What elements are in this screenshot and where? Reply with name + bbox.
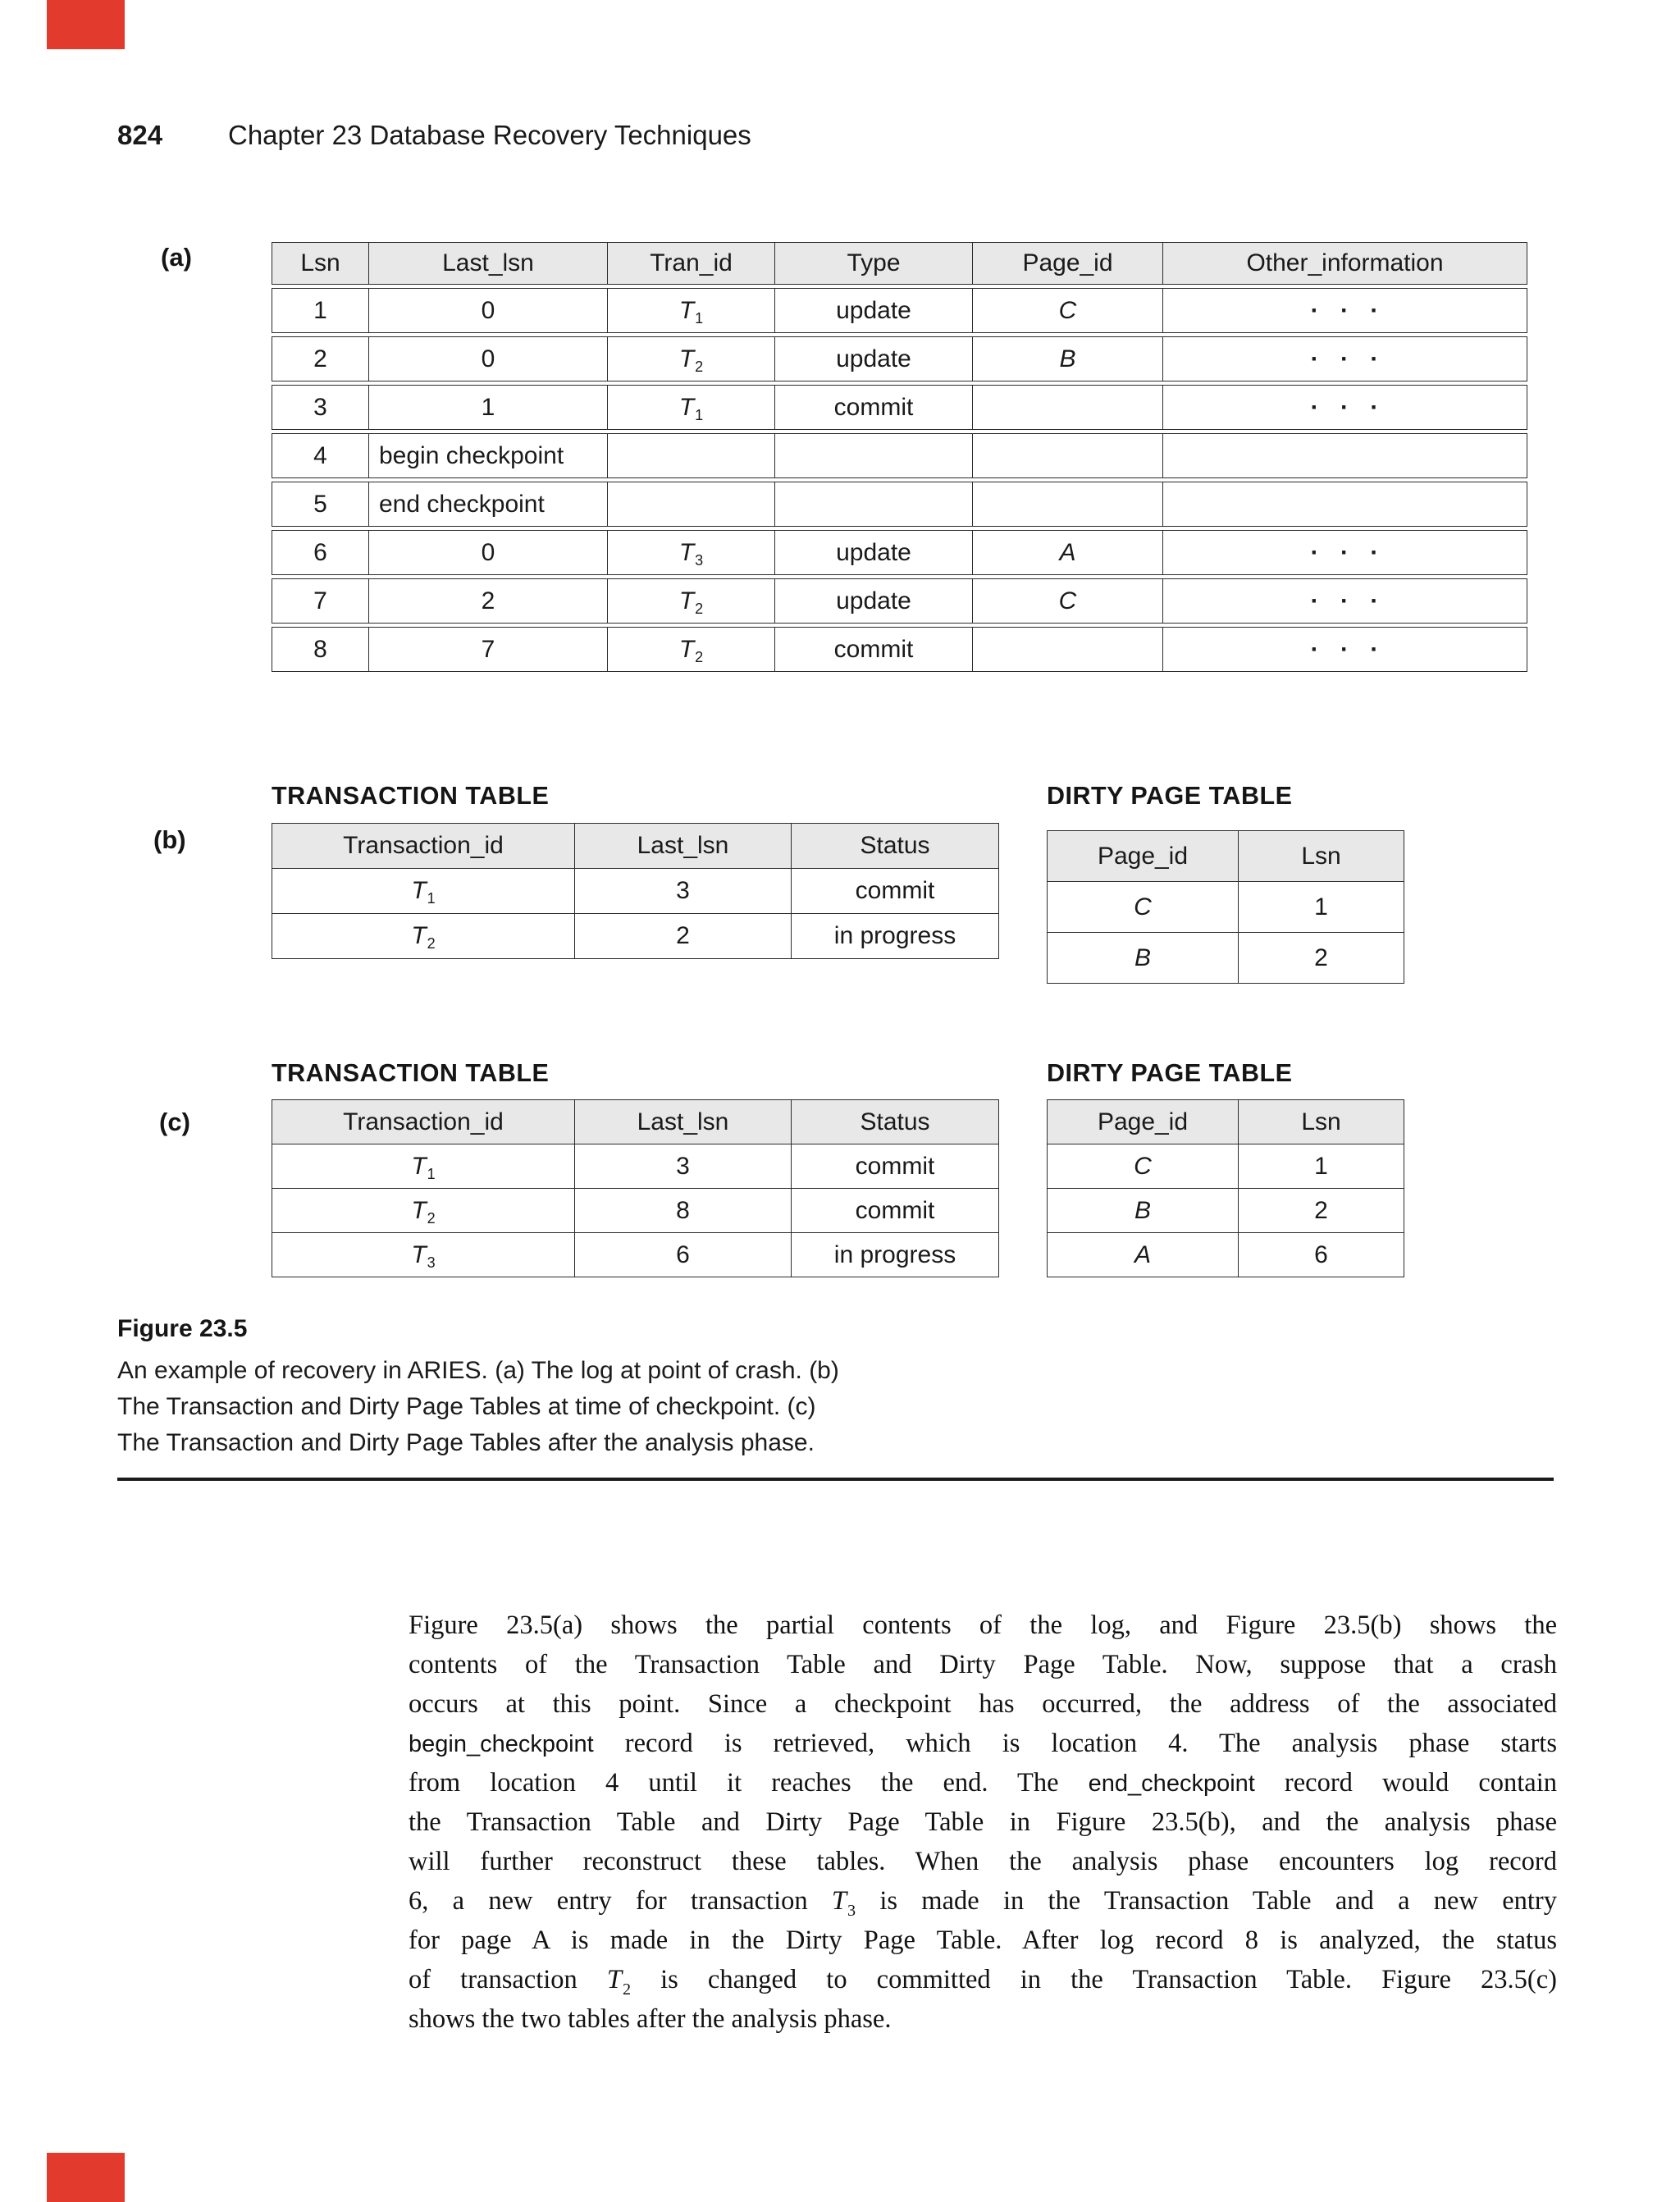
transaction-symbol: $T_1$ xyxy=(411,877,436,907)
table-cell: commit xyxy=(792,869,999,914)
figure-part-label-a: (a) xyxy=(161,243,192,272)
table-cell xyxy=(1163,336,1527,381)
table-cell: 2 xyxy=(272,336,369,381)
transaction-symbol: $T_2$ xyxy=(411,922,436,953)
page-number: 824 xyxy=(117,120,163,150)
table-cell: in progress xyxy=(792,1233,999,1277)
data-table xyxy=(1047,1099,1404,1277)
table-cell xyxy=(1163,433,1527,478)
table-cell: 5 xyxy=(272,482,369,527)
body-line: Figure 23.5(a) shows the partial contents of the log, and Figure 23.5(b) shows the xyxy=(409,1610,1557,1640)
transaction-symbol: $T_1$ xyxy=(678,296,704,327)
transaction-table-c xyxy=(272,1099,999,1277)
table-cell: commit xyxy=(792,1144,999,1189)
caption-line: The Transaction and Dirty Page Tables after the analysis phase. xyxy=(117,1429,815,1456)
table-cell xyxy=(1048,1144,1239,1189)
body-line: occurs at this point. Since a checkpoint has occurred, the address of the associated xyxy=(409,1689,1557,1719)
column-header: Status xyxy=(792,1100,999,1144)
table-header-row xyxy=(1048,1100,1404,1144)
table-cell xyxy=(973,578,1163,624)
code-token: begin_checkpoint xyxy=(409,1731,594,1757)
dirty-page-table-title-c: DIRTY PAGE TABLE xyxy=(1047,1059,1293,1087)
transaction-table-title-c: TRANSACTION TABLE xyxy=(272,1059,550,1087)
table-cell xyxy=(608,627,775,672)
table-cell: 6 xyxy=(575,1233,792,1277)
table-cell: 6 xyxy=(272,530,369,575)
section-divider-rule xyxy=(117,1478,1554,1481)
table-row xyxy=(272,433,1527,478)
table-cell: update xyxy=(775,530,973,575)
figure-caption-title: Figure 23.5 xyxy=(117,1315,248,1342)
table-cell xyxy=(1163,385,1527,430)
page-symbol: C xyxy=(1058,587,1077,614)
table-header-row xyxy=(272,824,999,869)
table-cell: update xyxy=(775,288,973,333)
column-header: Type xyxy=(775,242,973,285)
table-cell: update xyxy=(775,336,973,381)
transaction-symbol: $T_2$ xyxy=(606,1965,632,1999)
table-cell xyxy=(272,1144,575,1189)
table-cell: commit xyxy=(792,1189,999,1233)
table-cell: 3 xyxy=(575,1144,792,1189)
table-cell: 3 xyxy=(272,385,369,430)
table-cell: 1 xyxy=(369,385,608,430)
table-row xyxy=(272,1144,999,1189)
body-line: from location 4 until it reaches the end. The end_checkpoint record would contain xyxy=(409,1768,1557,1798)
table-cell xyxy=(1048,1189,1239,1233)
body-line: the Transaction Table and Dirty Page Table in Figure 23.5(b), and the analysis phase xyxy=(409,1807,1557,1837)
table-cell: 0 xyxy=(369,530,608,575)
table-cell: commit xyxy=(775,627,973,672)
page-symbol: B xyxy=(1059,345,1076,372)
column-header: Last_lsn xyxy=(369,242,608,285)
table-row xyxy=(272,288,1527,333)
table-cell xyxy=(1048,933,1239,984)
running-header xyxy=(117,120,751,151)
table-cell xyxy=(272,1233,575,1277)
table-row xyxy=(1048,1233,1404,1277)
body-line: for page A is made in the Dirty Page Table. After log record 8 is analyzed, the status xyxy=(409,1926,1557,1955)
transaction-symbol: $T_3$ xyxy=(411,1240,436,1271)
table-cell: 2 xyxy=(369,578,608,624)
page-edge-tab-top xyxy=(47,0,125,49)
table-cell xyxy=(608,385,775,430)
body-line: 6, a new entry for transaction $T_3$ is made in the Transaction Table and a new entry xyxy=(409,1886,1558,1920)
data-table xyxy=(272,1099,999,1277)
table-row xyxy=(1048,1189,1404,1233)
body-line: begin_checkpoint record is retrieved, which is location 4. The analysis phase starts xyxy=(409,1729,1557,1758)
transaction-symbol: $T_2$ xyxy=(678,635,704,665)
ellipsis-dots: · · · xyxy=(1310,538,1386,566)
column-header: Other_information xyxy=(1163,242,1527,285)
body-paragraph xyxy=(409,1606,1557,2039)
chapter-title: Chapter 23 Database Recovery Techniques xyxy=(228,120,751,150)
table-cell xyxy=(272,914,575,959)
table-row xyxy=(272,336,1527,381)
table-cell xyxy=(608,578,775,624)
ellipsis-dots: · · · xyxy=(1310,393,1386,421)
table-cell xyxy=(775,433,973,478)
caption-line: The Transaction and Dirty Page Tables at time of checkpoint. (c) xyxy=(117,1393,816,1420)
column-header: Page_id xyxy=(1048,1100,1239,1144)
table-cell xyxy=(1163,578,1527,624)
page-symbol: C xyxy=(1058,296,1077,324)
table-cell: 0 xyxy=(369,288,608,333)
page-symbol: A xyxy=(1059,538,1076,566)
table-header-row xyxy=(272,1100,999,1144)
table-cell xyxy=(973,288,1163,333)
transaction-symbol: $T_1$ xyxy=(411,1152,436,1182)
figure-caption xyxy=(117,1353,1184,1461)
table-cell xyxy=(608,288,775,333)
table-cell xyxy=(973,627,1163,672)
table-cell xyxy=(973,530,1163,575)
log-table xyxy=(272,239,1527,675)
table-row xyxy=(272,385,1527,430)
body-line: will further reconstruct these tables. When the analysis phase encounters log record xyxy=(409,1847,1557,1876)
table-cell xyxy=(973,482,1163,527)
table-cell: 3 xyxy=(575,869,792,914)
column-header: Page_id xyxy=(1048,831,1239,882)
table-cell xyxy=(608,433,775,478)
dirty-page-table-c xyxy=(1047,1099,1404,1277)
table-row xyxy=(272,482,1527,527)
body-line: of transaction $T_2$ is changed to committed in the Transaction Table. Figure 23.5(c) xyxy=(409,1965,1557,1999)
table-cell xyxy=(1163,530,1527,575)
transaction-symbol: $T_2$ xyxy=(411,1196,436,1227)
table-cell xyxy=(973,385,1163,430)
table-cell: 1 xyxy=(1239,1144,1404,1189)
ellipsis-dots: · · · xyxy=(1310,635,1386,663)
table-cell xyxy=(775,482,973,527)
table-cell: 1 xyxy=(1239,882,1404,933)
code-token: end_checkpoint xyxy=(1088,1770,1255,1797)
table-cell: commit xyxy=(775,385,973,430)
table-cell xyxy=(1048,882,1239,933)
dirty-page-table-title-b: DIRTY PAGE TABLE xyxy=(1047,782,1293,810)
page-symbol: B xyxy=(1134,943,1151,971)
column-header: Last_lsn xyxy=(575,1100,792,1144)
data-table xyxy=(272,823,999,959)
table-cell xyxy=(973,336,1163,381)
table-row xyxy=(272,530,1527,575)
table-cell xyxy=(608,482,775,527)
table-cell: 2 xyxy=(575,914,792,959)
table-cell xyxy=(1163,482,1527,527)
column-header: Last_lsn xyxy=(575,824,792,869)
ellipsis-dots: · · · xyxy=(1310,345,1386,372)
page-symbol: C xyxy=(1134,1152,1152,1180)
table-row xyxy=(272,1189,999,1233)
page-symbol: A xyxy=(1134,1240,1151,1268)
table-cell xyxy=(1163,627,1527,672)
ellipsis-dots: · · · xyxy=(1310,296,1386,324)
column-header: Page_id xyxy=(973,242,1163,285)
table-cell: 7 xyxy=(272,578,369,624)
table-cell: 1 xyxy=(272,288,369,333)
table-cell: 8 xyxy=(575,1189,792,1233)
table-row xyxy=(272,1233,999,1277)
transaction-symbol: $T_1$ xyxy=(678,393,704,423)
table-cell: in progress xyxy=(792,914,999,959)
table-header-row xyxy=(272,242,1527,285)
page-edge-tab-bottom xyxy=(47,2153,125,2202)
table-cell xyxy=(608,530,775,575)
table-cell: 2 xyxy=(1239,933,1404,984)
figure-part-label-b: (b) xyxy=(153,825,186,854)
table-row xyxy=(272,914,999,959)
transaction-symbol: $T_3$ xyxy=(831,1886,856,1920)
table-row xyxy=(1048,1144,1404,1189)
dirty-page-table-b xyxy=(1047,830,1404,984)
data-table xyxy=(272,239,1527,675)
table-cell xyxy=(608,336,775,381)
column-header: Lsn xyxy=(272,242,369,285)
figure-part-label-c: (c) xyxy=(159,1108,190,1136)
transaction-symbol: $T_3$ xyxy=(678,538,704,569)
table-cell: begin checkpoint xyxy=(369,433,608,478)
table-row xyxy=(1048,933,1404,984)
page-symbol: C xyxy=(1134,893,1152,921)
column-header: Transaction_id xyxy=(272,824,575,869)
table-row xyxy=(272,627,1527,672)
table-cell: 7 xyxy=(369,627,608,672)
column-header: Lsn xyxy=(1239,831,1404,882)
body-line: contents of the Transaction Table and Dirty Page Table. Now, suppose that a crash xyxy=(409,1650,1557,1679)
transaction-table-title-b: TRANSACTION TABLE xyxy=(272,782,550,810)
table-row xyxy=(1048,882,1404,933)
table-cell: end checkpoint xyxy=(369,482,608,527)
table-row xyxy=(272,869,999,914)
column-header: Transaction_id xyxy=(272,1100,575,1144)
table-cell: 2 xyxy=(1239,1189,1404,1233)
table-row xyxy=(272,578,1527,624)
column-header: Lsn xyxy=(1239,1100,1404,1144)
table-cell xyxy=(1048,1233,1239,1277)
table-cell xyxy=(272,869,575,914)
transaction-table-b xyxy=(272,823,999,959)
transaction-symbol: $T_2$ xyxy=(678,345,704,375)
table-cell xyxy=(1163,288,1527,333)
page-symbol: B xyxy=(1134,1196,1151,1224)
caption-line: An example of recovery in ARIES. (a) The log at point of crash. (b) xyxy=(117,1357,839,1384)
table-cell: 4 xyxy=(272,433,369,478)
table-header-row xyxy=(1048,831,1404,882)
column-header: Status xyxy=(792,824,999,869)
table-cell xyxy=(973,433,1163,478)
transaction-symbol: $T_2$ xyxy=(678,587,704,617)
table-cell: 6 xyxy=(1239,1233,1404,1277)
column-header: Tran_id xyxy=(608,242,775,285)
data-table xyxy=(1047,830,1404,984)
table-cell: update xyxy=(775,578,973,624)
ellipsis-dots: · · · xyxy=(1310,587,1386,614)
table-cell xyxy=(272,1189,575,1233)
table-cell: 8 xyxy=(272,627,369,672)
table-cell: 0 xyxy=(369,336,608,381)
body-line: shows the two tables after the analysis phase. xyxy=(409,2004,892,2034)
